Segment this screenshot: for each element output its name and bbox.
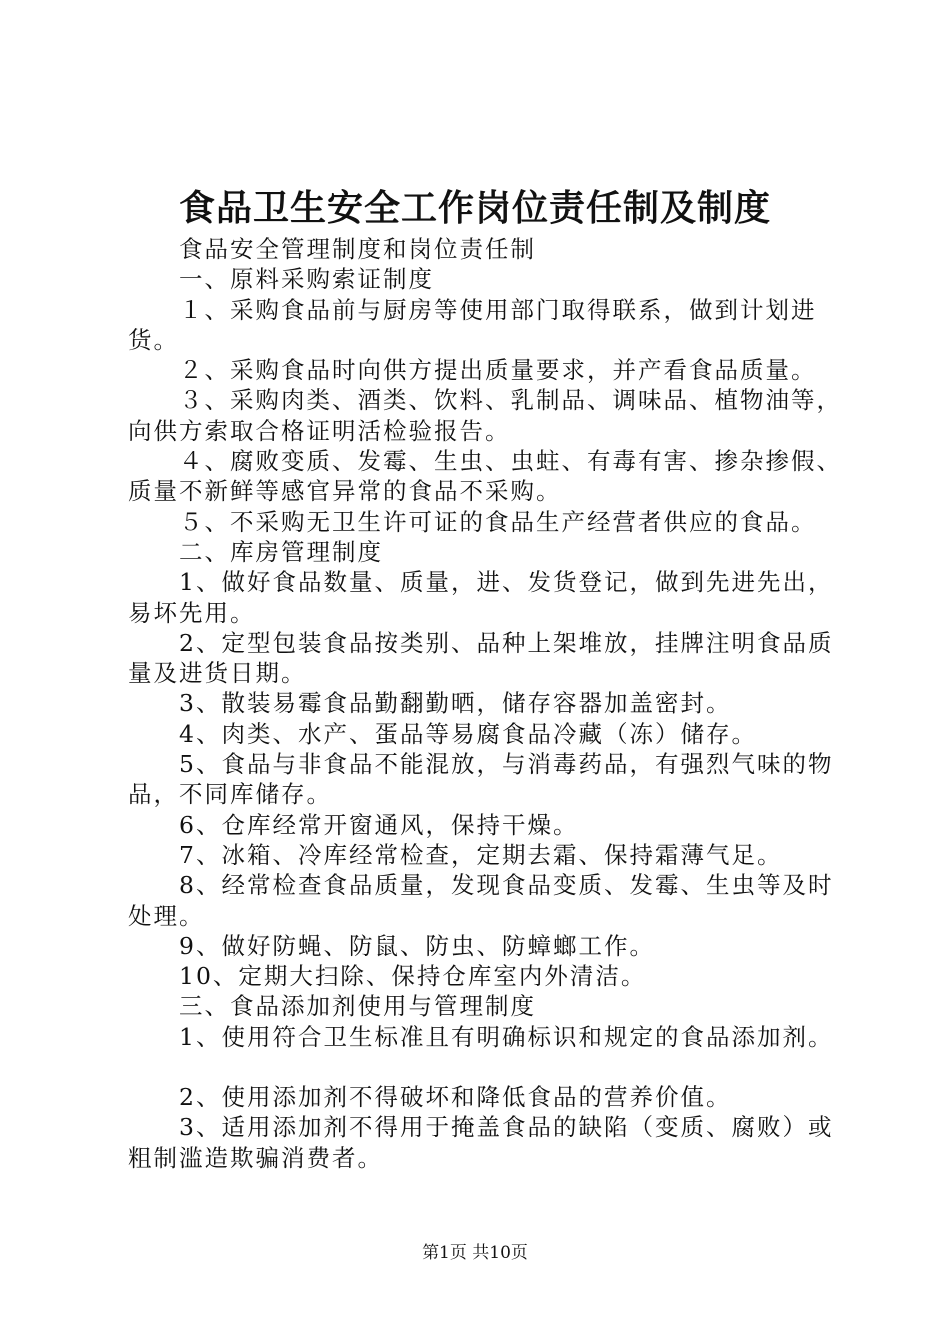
body-line: 量及进货日期。 — [128, 659, 307, 688]
body-line: ５、不采购无卫生许可证的食品生产经营者供应的食品。 — [128, 507, 817, 536]
body-line: 4、肉类、水产、蛋品等易腐食品冷藏（冻）储存。 — [128, 719, 757, 748]
body-line: ４、腐败变质、发霉、生虫、虫蛀、有毒有害、掺杂掺假、 — [128, 447, 842, 476]
body-line: 向供方索取合格证明活检验报告。 — [128, 416, 511, 445]
document-title: 食品卫生安全工作岗位责任制及制度 — [178, 187, 771, 229]
body-line: 货。 — [128, 325, 179, 354]
blank-line — [128, 1052, 850, 1082]
body-line: 2、使用添加剂不得破坏和降低食品的营养价值。 — [128, 1083, 732, 1112]
body-line: ３、采购肉类、酒类、饮料、乳制品、调味品、植物油等， — [128, 386, 842, 415]
body-line: 3、散装易霉食品勤翻勤晒，储存容器加盖密封。 — [128, 689, 732, 718]
body-line: 8、经常检查食品质量，发现食品变质、发霉、生虫等及时 — [128, 871, 834, 900]
body-line: ２、采购食品时向供方提出质量要求，并产看食品质量。 — [128, 356, 817, 385]
body-line: 一、原料采购索证制度 — [128, 265, 434, 294]
body-line: 二、库房管理制度 — [128, 537, 383, 566]
document-body — [128, 234, 850, 1173]
page-number-footer: 第1页 共10页 — [422, 1243, 528, 1263]
body-line: 1、使用符合卫生标准且有明确标识和规定的食品添加剂。 — [128, 1022, 834, 1051]
body-line: 粗制滥造欺骗消费者。 — [128, 1143, 383, 1172]
body-line: 1、做好食品数量、质量，进、发货登记，做到先进先出， — [128, 568, 834, 597]
body-line: 易坏先用。 — [128, 598, 256, 627]
body-line: 食品安全管理制度和岗位责任制 — [128, 235, 536, 263]
body-line: 三、食品添加剂使用与管理制度 — [128, 992, 536, 1021]
body-line: 9、做好防蝇、防鼠、防虫、防蟑螂工作。 — [128, 931, 655, 960]
body-line: １、采购食品前与厨房等使用部门取得联系，做到计划进 — [128, 295, 817, 324]
body-line: 10、定期大扫除、保持仓库室内外清洁。 — [128, 962, 647, 991]
body-line: 5、食品与非食品不能混放，与消毒药品，有强烈气味的物 — [128, 750, 834, 779]
body-line: 品，不同库储存。 — [128, 780, 332, 809]
body-line: 3、适用添加剂不得用于掩盖食品的缺陷（变质、腐败）或 — [128, 1113, 834, 1142]
body-line: 质量不新鲜等感官异常的食品不采购。 — [128, 477, 562, 506]
body-line: 2、定型包装食品按类别、品种上架堆放，挂牌注明食品质 — [128, 628, 834, 657]
body-line: 7、冰箱、冷库经常检查，定期去霜、保持霜薄气足。 — [128, 840, 783, 869]
body-line: 处理。 — [128, 901, 205, 930]
body-line: 6、仓库经常开窗通风，保持干燥。 — [128, 810, 579, 839]
